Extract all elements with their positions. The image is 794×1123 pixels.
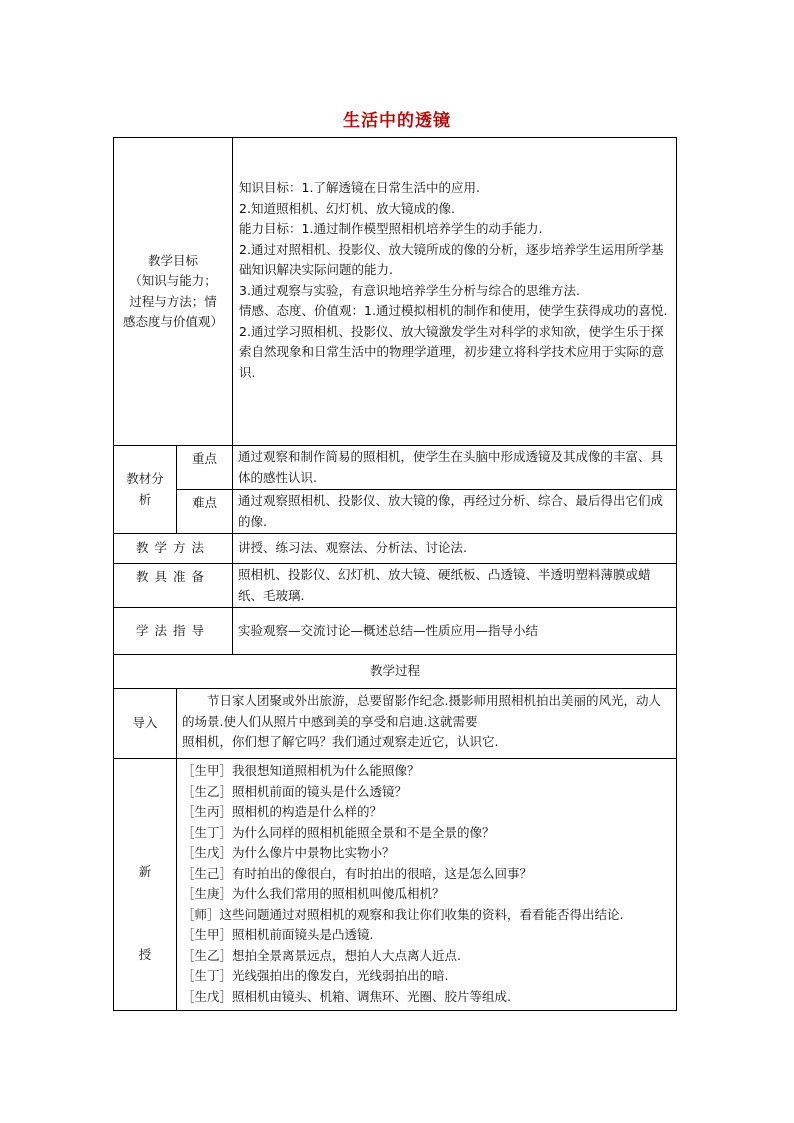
dialogue-line: ［生甲］照相机前面镜头是凸透镜. bbox=[182, 927, 374, 942]
dialogue-line: ［生丁］为什么同样的照相机能照全景和不是全景的像？ bbox=[182, 824, 495, 840]
analysis-key-row bbox=[114, 446, 677, 490]
key-point-label: 重点 bbox=[177, 446, 233, 490]
dialogue-line: ［师］这些问题通过对照相机的观察和我让你们收集的资料，看看能否得出结论. bbox=[182, 906, 624, 922]
method-label: 教学方法 bbox=[114, 534, 233, 564]
analysis-label-line2: 析 bbox=[138, 491, 152, 507]
learning-row bbox=[114, 608, 677, 655]
goal-line: 情感、态度、价值观：1.通过模拟相机的制作和使用，使学生获得成功的喜悦. bbox=[239, 303, 668, 318]
tools-row bbox=[114, 564, 677, 608]
dialogue-line: ［生甲］我很想知道照相机为什么能照像？ bbox=[182, 763, 420, 778]
analysis-label-cell bbox=[114, 446, 177, 534]
goal-line: 3.通过观察与实验，有意识地培养学生分析与综合的思维方法. bbox=[239, 282, 580, 298]
dialogue-line: ［生庚］为什么我们常用的照相机叫傻瓜相机？ bbox=[182, 886, 445, 901]
goals-label-sub1: （知识与能力； bbox=[129, 273, 217, 288]
goals-label-main: 教学目标 bbox=[148, 252, 199, 268]
process-header-row bbox=[114, 655, 677, 689]
new-lesson-label-1: 新 bbox=[138, 864, 152, 879]
method-row bbox=[114, 534, 677, 564]
learning-label: 学法指导 bbox=[114, 608, 233, 655]
intro-content bbox=[177, 689, 677, 759]
intro-text-line2: 照相机，你们想了解它吗？我们通过观察走近它，认识它. bbox=[182, 734, 499, 749]
goals-row bbox=[114, 138, 677, 446]
key-point-text: 通过观察和制作简易的照相机，使学生在头脑中形成透镜及其成像的丰富、具体的感性认识. bbox=[233, 446, 677, 490]
goal-line: 能力目标：1.通过制作模型照相机培养学生的动手能力. bbox=[239, 221, 543, 236]
intro-row bbox=[114, 689, 677, 759]
difficult-point-label: 难点 bbox=[177, 490, 233, 534]
goals-label-sub3: 感态度与价值观） bbox=[123, 314, 224, 329]
dialogue-line: ［生戊］为什么像片中景物比实物小？ bbox=[182, 845, 395, 860]
process-header: 教学过程 bbox=[114, 655, 677, 689]
analysis-label-line1: 教材分 bbox=[126, 471, 164, 486]
goal-line: 2.知道照相机、幻灯机、放大镜成的像. bbox=[239, 200, 455, 216]
goals-label-cell bbox=[114, 138, 233, 446]
analysis-difficult-row bbox=[114, 490, 677, 534]
goal-line: 知识目标：1.了解透镜在日常生活中的应用. bbox=[239, 180, 480, 195]
page-title: 生活中的透镜 bbox=[343, 111, 451, 131]
dialogue-line: ［生丙］照相机的构造是什么样的？ bbox=[182, 804, 383, 819]
learning-text: 实验观察—交流讨论—概述总结—性质应用—指导小结 bbox=[233, 608, 677, 655]
new-lesson-label-cell bbox=[114, 759, 177, 1011]
tools-text: 照相机、投影仪、幻灯机、放大镜、硬纸板、凸透镜、半透明塑料薄膜或蜡纸、毛玻璃. bbox=[233, 564, 677, 608]
goal-line: 2.通过对照相机、投影仪、放大镜所成的像的分析，逐步培养学生运用所学基础知识解决实际问题的能力. bbox=[239, 241, 664, 277]
dialogue-line: ［生乙］想拍全景离景远点，想拍人大点离人近点. bbox=[182, 947, 461, 963]
dialogue-line: ［生乙］照相机前面的镜头是什么透镜？ bbox=[182, 783, 408, 799]
intro-text-line1: 节日家人团聚或外出旅游，总要留影作纪念.摄影师用照相机拍出美丽的风光，动人的场景.使人们从照片中感到美的享受和启迪.这就需要 bbox=[182, 693, 661, 729]
dialogue-line: ［生己］有时拍出的像很白，有时拍出的很暗，这是怎么回事？ bbox=[182, 865, 533, 881]
new-lesson-row bbox=[114, 759, 677, 1011]
intro-label: 导入 bbox=[114, 689, 177, 759]
lesson-plan-table bbox=[113, 137, 677, 1011]
difficult-point-text: 通过观察照相机、投影仪、放大镜的像，再经过分析、综合、最后得出它们成的像. bbox=[233, 490, 677, 534]
dialogue-line: ［生戊］照相机由镜头、机箱、调焦环、光圈、胶片等组成. bbox=[182, 988, 511, 1004]
tools-label: 教具准备 bbox=[114, 564, 233, 608]
method-text: 讲授、练习法、观察法、分析法、讨论法. bbox=[233, 534, 677, 564]
new-lesson-content bbox=[177, 759, 677, 1011]
goal-line: 2.通过学习照相机、投影仪、放大镜激发学生对科学的求知欲，使学生乐于探索自然现象和日常生活中的物理学道理，初步建立将科学技术应用于实际的意识. bbox=[239, 323, 665, 380]
goals-content bbox=[233, 138, 677, 446]
new-lesson-label-2: 授 bbox=[138, 947, 152, 962]
goals-label-sub2: 过程与方法；情 bbox=[129, 293, 217, 309]
dialogue-line: ［生丁］光线强拍出的像发白，光线弱拍出的暗. bbox=[182, 968, 449, 983]
